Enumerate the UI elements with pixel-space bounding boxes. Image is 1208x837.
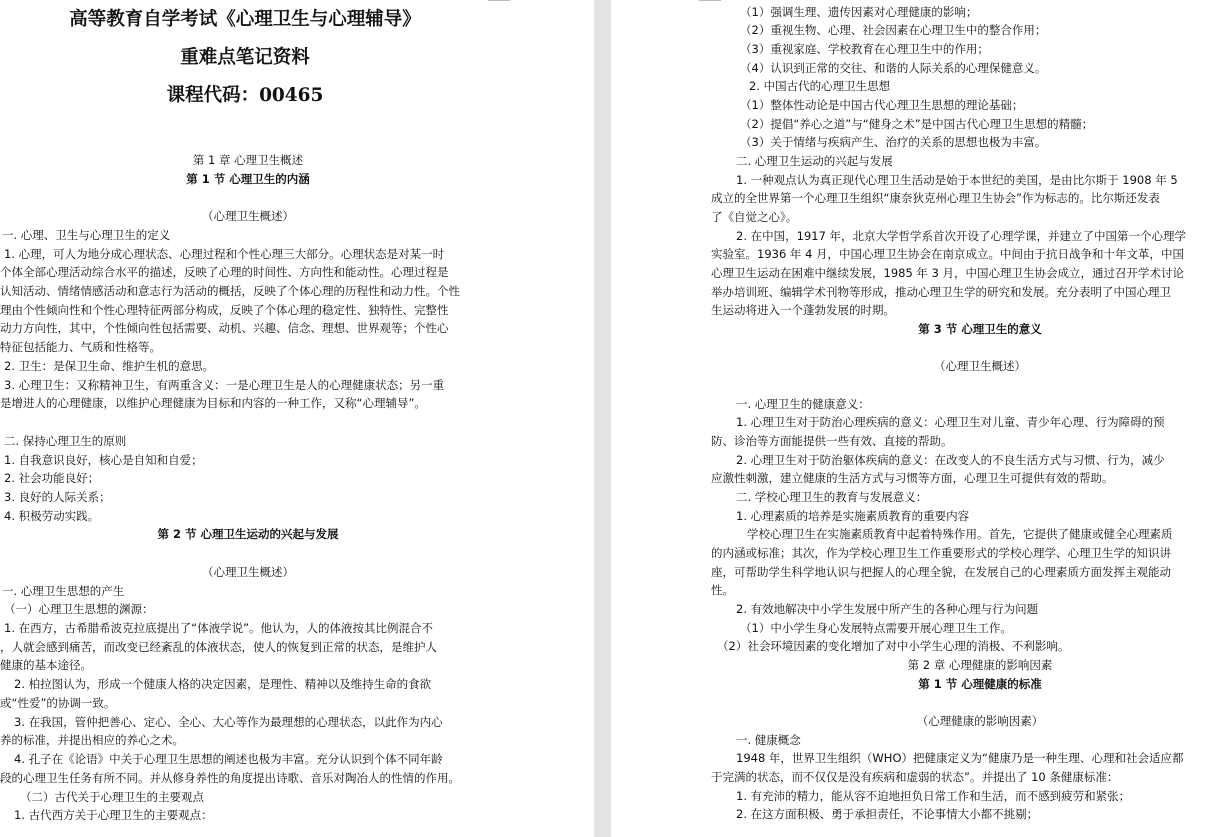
chapter-heading: 第 1 章 心理卫生概述 bbox=[192, 153, 304, 167]
paragraph-line: 3. 心理卫生：又称精神卫生，有两重含义：一是心理卫生是人的心理健康状态；另一重 bbox=[4, 378, 445, 392]
paragraph-line: 1. 古代西方关于心理卫生的主要观点： bbox=[14, 808, 213, 822]
subheading: （二）古代关于心理卫生的主要观点 bbox=[20, 790, 204, 804]
section-heading: 第 1 节 心理健康的标准 bbox=[918, 677, 1042, 691]
subheading: 一. 心理、卫生与心理卫生的定义 bbox=[2, 228, 171, 242]
section-tag: （心理卫生概述） bbox=[202, 565, 294, 579]
paragraph-line: 动力方向性，其中，个性倾向性包括需要、动机、兴趣、信念、理想、世界观等；个性心 bbox=[0, 321, 449, 335]
document-page-left bbox=[0, 0, 594, 837]
paragraph-line: 2. 在中国，1917 年，北京大学哲学系首次开设了心理学课，并建立了中国第一个心理学 bbox=[736, 229, 1187, 243]
paragraph-line: 是增进人的心理健康，以维护心理健康为目标和内容的一种工作，又称“心理辅导”。 bbox=[0, 396, 426, 410]
list-item: 3. 良好的人际关系； bbox=[4, 490, 111, 504]
paragraph-line: 1. 心理素质的培养是实施素质教育的重要内容 bbox=[736, 509, 970, 523]
list-item: 2. 社会功能良好； bbox=[4, 471, 100, 485]
section-heading: 第 2 节 心理卫生运动的兴起与发展 bbox=[157, 527, 339, 541]
paragraph-line: 防、诊治等方面能提供一些有效、直接的帮助。 bbox=[711, 434, 953, 448]
paragraph-line: 学校心理卫生在实施素质教育中起着特殊作用。首先，它提供了健康或健全心理素质 bbox=[747, 527, 1173, 541]
paragraph-line: 的内涵或标准；其次，作为学校心理卫生工作重要形式的学校心理学、心理卫生学的知识讲 bbox=[711, 546, 1171, 560]
paragraph-line: 1. 一种观点认为真正现代心理卫生活动是始于本世纪的美国，是由比尔斯于 1908 年 5 bbox=[736, 173, 1178, 187]
paragraph-line: 实验室。1936 年 4 月，中国心理卫生协会在南京成立。中间由于抗日战争和十年文革，中国 bbox=[711, 247, 1185, 261]
paragraph-line: 了《自觉之心》。 bbox=[711, 210, 798, 224]
subheading: 二. 学校心理卫生的教育与发展意义： bbox=[736, 490, 928, 504]
list-item: （1）中小学生身心发展特点需要开展心理卫生工作。 bbox=[740, 621, 1012, 635]
subheading: 一. 健康概念 bbox=[736, 733, 801, 747]
section-heading: 第 3 节 心理卫生的意义 bbox=[918, 322, 1042, 336]
subheading: 二. 心理卫生运动的兴起与发展 bbox=[736, 154, 893, 168]
paragraph-line: 心理卫生运动在困难中继续发展，1985 年 3 月，中国心理卫生协会成立，通过召开学术讨论 bbox=[711, 266, 1185, 280]
paragraph-line: 或“性爱”的协调一致。 bbox=[0, 696, 116, 710]
subheading: 2. 中国古代的心理卫生思想 bbox=[749, 79, 891, 93]
paragraph-line: 1. 心理，可人为地分成心理状态、心理过程和个性心理三大部分。心理状态是对某一时 bbox=[4, 247, 445, 261]
paragraph-line: ，人就会感到痛苦，而改变已经紊乱的体液状态，使人的恢复到正常的状态，是维护人 bbox=[0, 640, 437, 654]
paragraph-line: 举办培训班、编辑学术刊物等形成，推动心理卫生学的研究和发展。充分表明了中国心理卫 bbox=[711, 285, 1171, 299]
subheading: 一. 心理卫生的健康意义： bbox=[736, 397, 870, 411]
list-item: （2）重视生物、心理、社会因素在心理卫生中的整合作用； bbox=[740, 23, 1047, 37]
list-item: （3）关于情绪与疾病产生、治疗的关系的思想也极为丰富。 bbox=[740, 135, 1047, 149]
paragraph-line: 2. 柏拉图认为，形成一个健康人格的决定因素，是理性、精神以及维持生命的食欲 bbox=[14, 677, 432, 691]
list-item: 4. 积极劳动实践。 bbox=[4, 509, 100, 523]
paragraph-line: 1. 心理卫生对于防治心理疾病的意义：心理卫生对儿童、青少年心理、行为障碍的预 bbox=[736, 415, 1165, 429]
list-item: （4）认识到正常的交往、和谐的人际关系的心理保健意义。 bbox=[740, 61, 1047, 75]
subheading: 2. 有效地解决中小学生发展中所产生的各种心理与行为问题 bbox=[736, 602, 1039, 616]
list-item: （3）重视家庭、学校教育在心理卫生中的作用； bbox=[740, 42, 989, 56]
document-subtitle: 重难点笔记资料 bbox=[180, 47, 310, 68]
paragraph-line: 4. 孔子在《论语》中关于心理卫生思想的阐述也极为丰富。充分认识到个体不同年龄 bbox=[14, 752, 443, 766]
list-item: （1）强调生理、遗传因素对心理健康的影响； bbox=[740, 5, 978, 19]
paragraph-line: 生运动将进入一个蓬勃发展的时期。 bbox=[711, 303, 895, 317]
paragraph-line: 应激性刺激，建立健康的生活方式与习惯等方面，心理卫生可提供有效的帮助。 bbox=[711, 471, 1114, 485]
paragraph-line: 2. 卫生：是保卫生命、维护生机的意思。 bbox=[4, 359, 215, 373]
section-tag: （心理卫生概述） bbox=[202, 209, 294, 223]
paragraph-line: 养的标准，并提出相应的养心之术。 bbox=[0, 733, 184, 747]
subheading: 一. 心理卫生思想的产生 bbox=[2, 584, 125, 598]
paragraph-line: 特征包括能力、气质和性格等。 bbox=[0, 340, 161, 354]
paragraph-line: 2. 心理卫生对于防治躯体疾病的意义：在改变人的不良生活方式与习惯、行为，减少 bbox=[736, 453, 1165, 467]
list-item: 1. 自我意识良好，核心是自知和自爱； bbox=[4, 453, 203, 467]
page-corner-mark bbox=[488, 0, 510, 3]
paragraph-line: 1. 在西方，古希腊希波克拉底提出了“体液学说”。他认为，人的体液按其比例混合不 bbox=[4, 621, 434, 635]
document-title: 高等教育自学考试《心理卫生与心理辅导》 bbox=[69, 9, 421, 30]
paragraph-line: 个体全部心理活动综合水平的描述，反映了心理的时间性、方向性和能动性。心理过程是 bbox=[0, 265, 449, 279]
list-item: 1. 有充沛的精力，能从容不迫地担负日常工作和生活，而不感到疲劳和紧张； bbox=[736, 789, 1131, 803]
chapter-heading: 第 2 章 心理健康的影响因素 bbox=[907, 658, 1053, 672]
page-gutter bbox=[594, 0, 611, 837]
paragraph-line: 于完满的状态，而不仅仅是没有疾病和虚弱的状态”。并提出了 10 条健康标准： bbox=[711, 770, 1119, 784]
section-heading: 第 1 节 心理卫生的内涵 bbox=[186, 172, 310, 186]
document-page-right bbox=[611, 0, 1208, 837]
section-tag: （心理卫生概述） bbox=[934, 359, 1026, 373]
paragraph-line: 段的心理卫生任务有所不同。并从修身养性的角度提出诗歌、音乐对陶冶人的性情的作用。 bbox=[0, 771, 460, 785]
list-item: 2. 在这方面积极、勇于承担责任，不论事情大小都不挑剔； bbox=[736, 807, 1039, 821]
list-item: （1）整体性动论是中国古代心理卫生思想的理论基础； bbox=[740, 98, 1024, 112]
page-corner-mark bbox=[699, 0, 721, 3]
subheading: 二. 保持心理卫生的原则 bbox=[4, 434, 127, 448]
paragraph-line: 成立的全世界第一个心理卫生组织“康奈狄克州心理卫生协会”作为标志的。比尔斯还发表 bbox=[711, 191, 1160, 205]
subheading: （一）心理卫生思想的渊源： bbox=[4, 602, 154, 616]
paragraph-line: 性。 bbox=[711, 583, 734, 597]
paragraph-line: 健康的基本途径。 bbox=[0, 658, 92, 672]
paragraph-line: 理由个性倾向性和个性心理特征两部分构成，反映了个体心理的稳定性、独特性、完整性 bbox=[0, 303, 449, 317]
paragraph-line: 3. 在我国，管仲把善心、定心、全心、大心等作为最理想的心理状态，以此作为内心 bbox=[14, 715, 443, 729]
section-tag: （心理健康的影响因素） bbox=[916, 714, 1044, 728]
paragraph-line: 座，可帮助学生科学地认识与把握人的心理全貌，在发展自己的心理素质方面发挥主观能动 bbox=[711, 565, 1171, 579]
list-item: （2）提倡“养心之道”与“健身之术”是中国古代心理卫生思想的精髓； bbox=[740, 117, 1094, 131]
course-code: 课程代码：00465 bbox=[166, 85, 324, 106]
list-item: （2）社会环境因素的变化增加了对中小学生心理的消极、不利影响。 bbox=[717, 639, 1070, 653]
paragraph-line: 1948 年，世界卫生组织（WHO）把健康定义为“健康乃是一种生理、心理和社会适应都 bbox=[736, 751, 1184, 765]
paragraph-line: 认知活动、情绪情感活动和意志行为活动的概括，反映了个体心理的历程性和动力性。个性 bbox=[0, 284, 460, 298]
